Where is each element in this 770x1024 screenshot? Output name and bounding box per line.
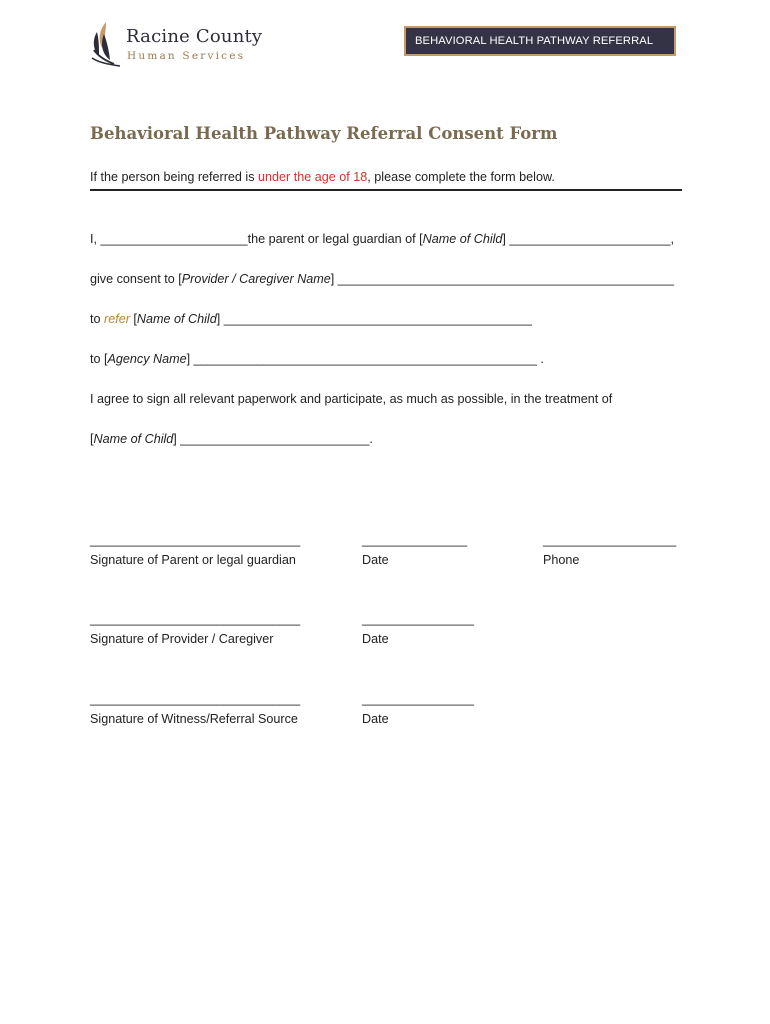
intro-text-before: If the person being referred is	[90, 170, 259, 184]
provider-signature-label: Signature of Provider / Caregiver	[90, 632, 274, 646]
provider-date-label: Date	[362, 632, 389, 646]
consent-line-treatment-bracket: [	[90, 432, 94, 446]
intro-text-after: , please complete the form below.	[367, 170, 555, 184]
agreement-text: I agree to sign all relevant paperwork and participate, as much as possible, in the treatment of	[90, 392, 613, 406]
page-title: Behavioral Health Pathway Referral Consent Form	[90, 124, 558, 143]
consent-line-provider-text: give consent to [	[90, 272, 182, 286]
consent-line-agency-blank: ] _________________________________________________ .	[186, 352, 544, 366]
consent-line-agency-text: to [	[90, 352, 108, 366]
intro-text	[90, 170, 555, 184]
divider	[90, 189, 682, 191]
parent-date-label: Date	[362, 553, 389, 567]
parent-signature-label: Signature of Parent or legal guardian	[90, 553, 296, 567]
provider-signature-line[interactable]: ______________________________	[90, 612, 301, 626]
provider-name-placeholder: Provider / Caregiver Name	[181, 272, 331, 286]
racine-county-logo	[90, 20, 263, 68]
witness-signature-line[interactable]: ______________________________	[90, 692, 301, 706]
logo-name: Racine County	[126, 26, 263, 47]
consent-line-guardian	[90, 232, 674, 246]
consent-line-provider	[90, 272, 674, 286]
parent-signature-line[interactable]: ______________________________	[90, 533, 301, 547]
refer-word: refer	[104, 312, 130, 326]
witness-date-line[interactable]: ________________	[362, 692, 475, 706]
feather-icon	[90, 20, 126, 68]
provider-date-line[interactable]: ________________	[362, 612, 475, 626]
consent-line-guardian-blank: ] _______________________,	[502, 232, 675, 246]
header-banner: BEHAVIORAL HEALTH PATHWAY REFERRAL	[404, 26, 676, 56]
agency-name-placeholder: Agency Name	[107, 352, 187, 366]
consent-line-agency	[90, 352, 544, 366]
name-of-child-placeholder: Name of Child	[422, 232, 503, 246]
consent-line-refer-bracket: [	[129, 312, 137, 326]
consent-line-guardian-text: I, _____________________the parent or legal guardian of [	[90, 232, 423, 246]
consent-line-refer-text: to	[90, 312, 105, 326]
parent-date-line[interactable]: _______________	[362, 533, 468, 547]
phone-line[interactable]: ___________________	[543, 533, 677, 547]
consent-line-refer-blank: ] ____________________________________________	[216, 312, 532, 326]
consent-line-treatment	[90, 432, 373, 446]
witness-date-label: Date	[362, 712, 389, 726]
logo-subtitle: Human Services	[127, 50, 246, 62]
name-of-child-placeholder: Name of Child	[136, 312, 217, 326]
name-of-child-placeholder: Name of Child	[93, 432, 174, 446]
consent-line-provider-blank: ] ________________________________________________	[330, 272, 674, 286]
age-highlight: under the age of 18	[258, 170, 368, 184]
witness-signature-label: Signature of Witness/Referral Source	[90, 712, 298, 726]
consent-line-treatment-blank: ] ___________________________.	[173, 432, 373, 446]
phone-label: Phone	[543, 553, 580, 567]
consent-line-refer	[90, 312, 532, 326]
